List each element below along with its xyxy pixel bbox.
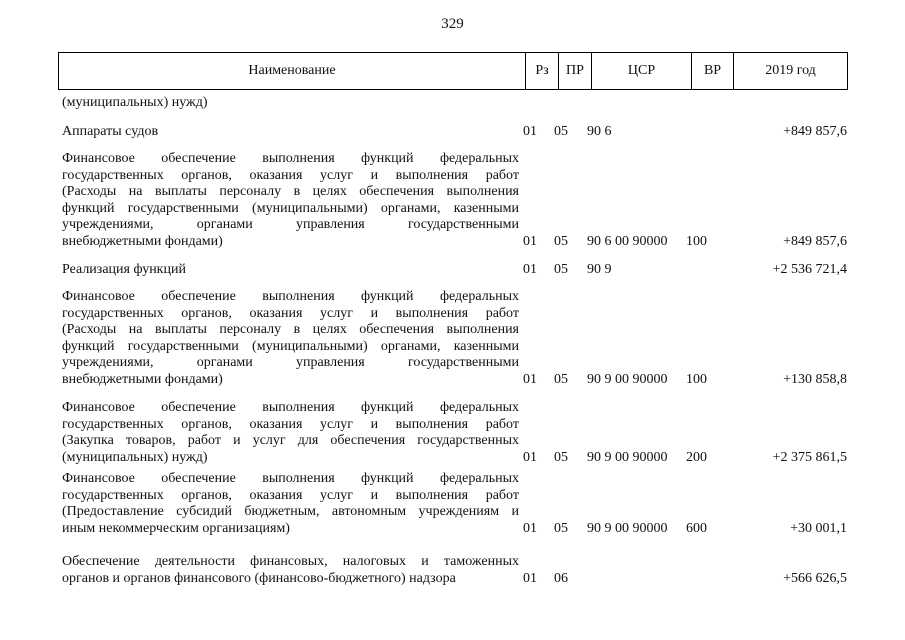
row-name-line: учреждениями, органами управления государственными xyxy=(62,355,519,370)
row-rz: 01 xyxy=(523,262,537,277)
row-csr: 90 9 00 90000 xyxy=(587,520,668,536)
row-pr: 06 xyxy=(554,570,568,586)
row-name-line: функций государственными (муниципальными) органами, казенными xyxy=(62,200,519,216)
row-amount: +849 857,6 xyxy=(783,124,847,139)
row-pr: 05 xyxy=(554,262,568,277)
row-name-line: учреждениями, органами управления государственными xyxy=(62,217,519,232)
header-rz: Рз xyxy=(526,53,559,89)
page-number: 329 xyxy=(441,16,464,32)
row-csr: 90 9 00 90000 xyxy=(587,371,668,387)
row-codes xyxy=(62,124,847,141)
header-name: Наименование xyxy=(59,53,526,89)
row-rz: 01 xyxy=(523,520,537,536)
row-pr: 05 xyxy=(554,233,568,249)
header-year: 2019 год xyxy=(765,63,816,78)
table-header xyxy=(58,52,848,90)
row-amount: +2 375 861,5 xyxy=(772,449,847,465)
header-pr: ПР xyxy=(559,53,592,89)
row-name-line: Аппараты судов xyxy=(62,124,159,139)
row-amount: +30 001,1 xyxy=(790,520,847,536)
row-name-line: государственных органов, оказания услуг и выполнения работ xyxy=(62,416,519,432)
header-csr: ЦСР xyxy=(592,53,692,89)
row-name-line: государственных органов, оказания услуг и выполнения работ xyxy=(62,305,519,321)
row-name-line: (Закупка товаров, работ и услуг для обеспечения государственных xyxy=(62,433,519,448)
row-vr: 100 xyxy=(686,371,707,387)
row-name-line: Финансовое обеспечение выполнения функций федеральных xyxy=(62,471,519,486)
row-rz: 01 xyxy=(523,371,537,387)
row-codes xyxy=(62,450,847,467)
row-pr: 05 xyxy=(554,449,568,465)
header-vr: ВР xyxy=(692,53,734,89)
row-pr: 05 xyxy=(554,371,568,387)
row-codes xyxy=(62,234,847,251)
row-csr: 90 6 00 90000 xyxy=(587,233,668,249)
row-amount: +849 857,6 xyxy=(783,233,847,249)
row-name-line: внебюджетными фондами) xyxy=(62,371,223,387)
row-name-line: Реализация функций xyxy=(62,262,186,277)
row-codes xyxy=(62,262,847,279)
row-name-line: (муниципальных) нужд) xyxy=(62,95,208,110)
row-name-line: (Предоставление субсидий бюджетным, автономным учреждениям и xyxy=(62,504,519,519)
row-pr: 05 xyxy=(554,124,568,139)
row-rz: 01 xyxy=(523,233,537,249)
row-name-line: иным некоммерческим организациям) xyxy=(62,520,290,536)
row-name-line: (Расходы на выплаты персоналу в целях обеспечения выполнения xyxy=(62,322,519,337)
row-vr: 600 xyxy=(686,520,707,536)
row-name-line: (Расходы на выплаты персоналу в целях обеспечения выполнения xyxy=(62,184,519,199)
row-name-line: внебюджетными фондами) xyxy=(62,233,223,249)
row-csr: 90 9 xyxy=(587,262,612,277)
row-amount: +130 858,8 xyxy=(783,371,847,387)
row-name-line: Обеспечение деятельности финансовых, налоговых и таможенных xyxy=(62,554,519,569)
row-amount: +2 536 721,4 xyxy=(772,262,847,277)
row-codes xyxy=(62,521,847,538)
row-name-line: Финансовое обеспечение выполнения функций федеральных xyxy=(62,289,519,304)
row-codes xyxy=(62,372,847,389)
row-rz: 01 xyxy=(523,449,537,465)
row-name-line: государственных органов, оказания услуг и выполнения работ xyxy=(62,487,519,503)
row-name-line: (муниципальных) нужд) xyxy=(62,449,208,465)
row-csr: 90 9 00 90000 xyxy=(587,449,668,465)
row-name-line: Финансовое обеспечение выполнения функций федеральных xyxy=(62,151,519,166)
row-codes xyxy=(62,95,847,112)
row-pr: 05 xyxy=(554,520,568,536)
row-amount: +566 626,5 xyxy=(783,570,847,586)
row-vr: 100 xyxy=(686,233,707,249)
row-name-line: функций государственными (муниципальными) органами, казенными xyxy=(62,338,519,354)
row-name-line: государственных органов, оказания услуг и выполнения работ xyxy=(62,167,519,183)
row-csr: 90 6 xyxy=(587,124,612,139)
row-codes xyxy=(62,571,847,588)
row-name-line: органов и органов финансового (финансово-бюджетного) надзора xyxy=(62,570,456,586)
row-rz: 01 xyxy=(523,124,537,139)
row-vr: 200 xyxy=(686,449,707,465)
row-rz: 01 xyxy=(523,570,537,586)
row-name-line: Финансовое обеспечение выполнения функций федеральных xyxy=(62,400,519,415)
